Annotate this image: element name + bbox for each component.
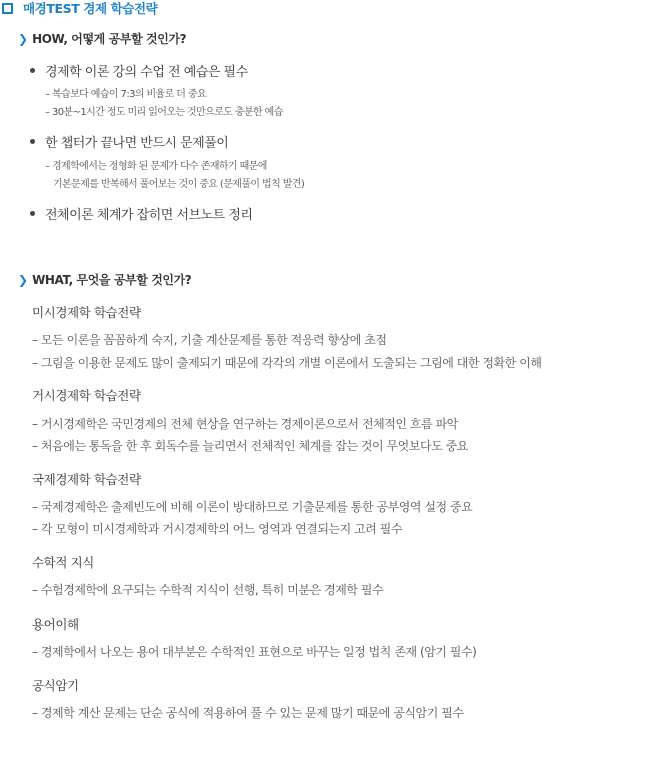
how-bullet-2-sub-1: – 경제학에서는 정형화 된 문제가 다수 존재하기 때문에 bbox=[45, 161, 267, 172]
how-bullet-2: 한 챕터가 끝나면 반드시 문제풀이 bbox=[30, 132, 228, 151]
bullet-dot-icon bbox=[30, 68, 35, 73]
bullet-dot-icon bbox=[30, 211, 35, 216]
how-bullet-1: 경제학 이론 강의 수업 전 예습은 필수 bbox=[30, 61, 248, 80]
section-title-formulas: 공식암기 bbox=[32, 678, 79, 693]
how-bullet-3: 전체이론 체계가 잡히면 서브노트 정리 bbox=[30, 204, 252, 223]
how-bullet-1-sub-1: – 복습보다 예습이 7:3의 비율로 더 중요 bbox=[45, 89, 207, 100]
micro-line-2: – 그림을 이용한 문제도 많이 출제되기 때문에 각각의 개별 이론에서 도출되는 그림에 대한 정확한 이해 bbox=[32, 356, 542, 370]
bullet-dot-icon bbox=[30, 139, 35, 144]
page-title: 매경TEST 경제 학습전략 bbox=[23, 1, 158, 16]
what-section-heading: ❯ WHAT, 무엇을 공부할 것인가? bbox=[18, 272, 192, 287]
macro-line-1: – 거시경제학은 국민경제의 전체 현상을 연구하는 경제이론으로서 전체적인 흐름 파악 bbox=[32, 417, 458, 431]
section-title-terms: 용어이해 bbox=[32, 617, 79, 632]
chevron-right-icon: ❯ bbox=[18, 31, 29, 46]
square-outline-icon bbox=[2, 3, 13, 14]
how-section-heading: ❯ HOW, 어떻게 공부할 것인가? bbox=[18, 31, 187, 46]
section-title-international: 국제경제학 학습전략 bbox=[32, 472, 141, 487]
international-line-2: – 각 모형이 미시경제학과 거시경제학의 어느 영역과 연결되는지 고려 필수 bbox=[32, 522, 403, 536]
micro-line-1: – 모든 이론을 꼼꼼하게 숙지, 기출 계산문제를 통한 적응력 향상에 초점 bbox=[32, 333, 387, 347]
formulas-line-1: – 경제학 계산 문제는 단순 공식에 적용하여 풀 수 있는 문제 많기 때문에 공식암기 필수 bbox=[32, 706, 464, 720]
section-title-math: 수학적 지식 bbox=[32, 555, 94, 570]
section-title-micro: 미시경제학 학습전략 bbox=[32, 305, 141, 320]
math-line-1: – 수험경제학에 요구되는 수학적 지식이 선행, 특히 미분은 경제학 필수 bbox=[32, 583, 384, 597]
how-bullet-1-sub-2: – 30분~1시간 정도 미리 읽어오는 것만으로도 충분한 예습 bbox=[45, 107, 283, 118]
page-header bbox=[0, 0, 157, 16]
chevron-right-icon: ❯ bbox=[18, 272, 29, 287]
section-title-macro: 거시경제학 학습전략 bbox=[32, 388, 141, 403]
how-bullet-2-sub-2: 기본문제를 반복해서 풀어보는 것이 중요 (문제풀이 법칙 발견) bbox=[53, 179, 305, 190]
terms-line-1: – 경제학에서 나오는 용어 대부분은 수학적인 표현으로 바꾸는 일정 법칙 존재 (암기 필수) bbox=[32, 645, 477, 659]
international-line-1: – 국제경제학은 출제빈도에 비해 이론이 방대하므로 기출문제를 통한 공부영역 설정 중요 bbox=[32, 500, 473, 514]
macro-line-2: – 처음에는 통독을 한 후 회독수를 늘리면서 전체적인 체계를 잡는 것이 무엇보다도 중요 bbox=[32, 439, 468, 453]
